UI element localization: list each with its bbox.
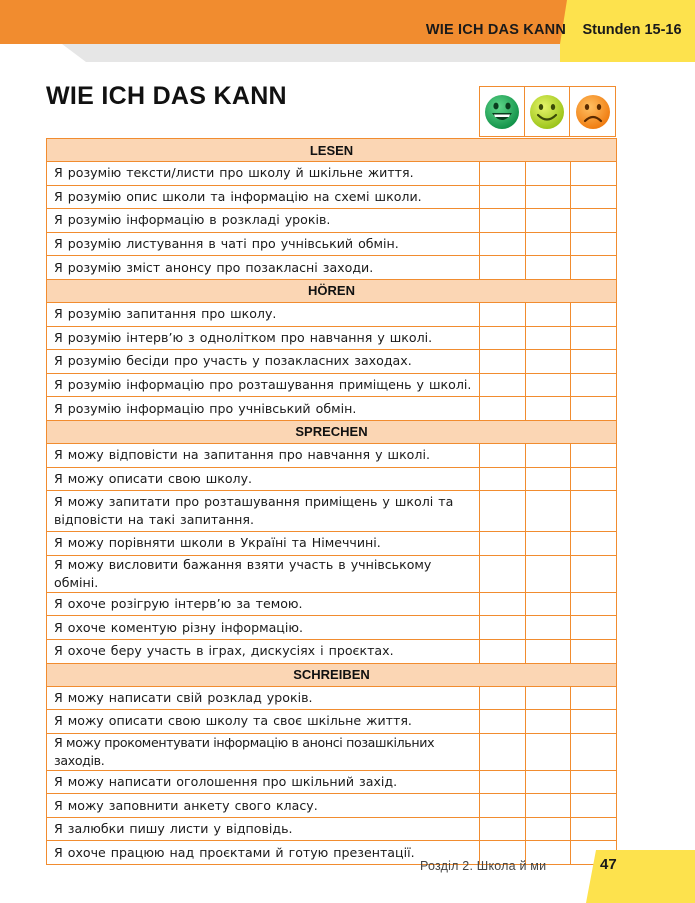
rating-checkbox-ok[interactable] xyxy=(525,532,571,556)
rating-checkbox-good[interactable] xyxy=(480,350,526,374)
rating-checkbox-bad[interactable] xyxy=(571,710,617,734)
rating-checkbox-good[interactable] xyxy=(480,686,526,710)
rating-checkbox-ok[interactable] xyxy=(525,733,571,770)
rating-checkbox-ok[interactable] xyxy=(525,326,571,350)
rating-checkbox-bad[interactable] xyxy=(571,616,617,640)
rating-checkbox-bad[interactable] xyxy=(571,733,617,770)
rating-checkbox-good[interactable] xyxy=(480,256,526,280)
rating-checkbox-bad[interactable] xyxy=(571,686,617,710)
rating-checkbox-good[interactable] xyxy=(480,817,526,841)
table-row xyxy=(47,817,617,841)
rating-checkbox-ok[interactable] xyxy=(525,209,571,233)
table-row xyxy=(47,686,617,710)
rating-checkbox-ok[interactable] xyxy=(525,710,571,734)
statement: Я можу прокоментувати інформацію в анонсі позашкільних заходів. xyxy=(47,733,480,770)
table-row xyxy=(47,162,617,186)
rating-checkbox-bad[interactable] xyxy=(571,639,617,663)
statement: Я розумію бесіди про участь у позакласних заходах. xyxy=(47,350,480,374)
statement: Я можу порівняти школи в Україні та Німеччині. xyxy=(47,532,480,556)
rating-checkbox-ok[interactable] xyxy=(525,639,571,663)
rating-checkbox-bad[interactable] xyxy=(571,373,617,397)
table-row xyxy=(47,326,617,350)
rating-checkbox-ok[interactable] xyxy=(525,256,571,280)
laughing-green-face-icon xyxy=(483,93,521,131)
rating-checkbox-ok[interactable] xyxy=(525,350,571,374)
statement: Я можу написати оголошення про шкільний захід. xyxy=(47,770,480,794)
rating-checkbox-bad[interactable] xyxy=(571,555,617,592)
rating-checkbox-bad[interactable] xyxy=(571,770,617,794)
rating-checkbox-good[interactable] xyxy=(480,209,526,233)
statement: Я розумію листування в чаті про учнівський обмін. xyxy=(47,232,480,256)
rating-column-good xyxy=(479,86,525,137)
table-row xyxy=(47,397,617,421)
table-row xyxy=(47,373,617,397)
table-row xyxy=(47,350,617,374)
table-row xyxy=(47,733,617,770)
rating-checkbox-good[interactable] xyxy=(480,616,526,640)
rating-checkbox-good[interactable] xyxy=(480,592,526,616)
rating-checkbox-bad[interactable] xyxy=(571,185,617,209)
statement: Я розумію інформацію про розташування приміщень у школі. xyxy=(47,373,480,397)
rating-checkbox-bad[interactable] xyxy=(571,326,617,350)
rating-checkbox-ok[interactable] xyxy=(525,686,571,710)
statement: Я розумію запитання про школу. xyxy=(47,302,480,326)
rating-checkbox-good[interactable] xyxy=(480,555,526,592)
rating-checkbox-good[interactable] xyxy=(480,373,526,397)
rating-checkbox-bad[interactable] xyxy=(571,256,617,280)
rating-checkbox-bad[interactable] xyxy=(571,491,617,532)
table-row xyxy=(47,185,617,209)
smiling-lime-face-icon xyxy=(528,93,566,131)
statement: Я охоче розігрую інтерв’ю за темою. xyxy=(47,592,480,616)
table-row xyxy=(47,616,617,640)
statement: Я можу описати свою школу та своє шкільне життя. xyxy=(47,710,480,734)
rating-checkbox-bad[interactable] xyxy=(571,302,617,326)
rating-checkbox-good[interactable] xyxy=(480,639,526,663)
section-title: SCHREIBEN xyxy=(47,663,617,686)
rating-checkbox-good[interactable] xyxy=(480,532,526,556)
table-row xyxy=(47,467,617,491)
rating-checkbox-ok[interactable] xyxy=(525,185,571,209)
section-title: LESEN xyxy=(47,139,617,162)
table-row xyxy=(47,232,617,256)
rating-checkbox-good[interactable] xyxy=(480,302,526,326)
statement: Я охоче працюю над проєктами й готую презентації. xyxy=(47,841,480,865)
table-row xyxy=(47,532,617,556)
header-lesson-range: Stunden 15-16 xyxy=(582,22,682,38)
rating-checkbox-bad[interactable] xyxy=(571,794,617,818)
table-row xyxy=(47,443,617,467)
rating-checkbox-ok[interactable] xyxy=(525,443,571,467)
rating-checkbox-ok[interactable] xyxy=(525,491,571,532)
rating-checkbox-ok[interactable] xyxy=(525,232,571,256)
rating-checkbox-good[interactable] xyxy=(480,397,526,421)
statement: Я охоче коментую різну інформацію. xyxy=(47,616,480,640)
section-header-schreiben xyxy=(47,663,617,686)
sad-orange-face-icon xyxy=(574,93,612,131)
rating-checkbox-ok[interactable] xyxy=(525,555,571,592)
header-title: WIE ICH DAS KANN xyxy=(425,22,566,38)
statement: Я можу написати свій розклад уроків. xyxy=(47,686,480,710)
section-header-horen xyxy=(47,279,617,302)
rating-scale-header xyxy=(479,86,616,137)
rating-checkbox-good[interactable] xyxy=(480,710,526,734)
section-header-sprechen xyxy=(47,420,617,443)
table-row xyxy=(47,209,617,233)
rating-checkbox-bad[interactable] xyxy=(571,350,617,374)
statement: Я можу висловити бажання взяти участь в учнівському обміні. xyxy=(47,555,480,592)
rating-checkbox-ok[interactable] xyxy=(525,817,571,841)
rating-checkbox-ok[interactable] xyxy=(525,616,571,640)
section-header-lesen xyxy=(47,139,617,162)
table-row xyxy=(47,794,617,818)
rating-checkbox-good[interactable] xyxy=(480,467,526,491)
rating-checkbox-good[interactable] xyxy=(480,794,526,818)
section-title: HÖREN xyxy=(47,279,617,302)
statement: Я можу заповнити анкету свого класу. xyxy=(47,794,480,818)
rating-checkbox-ok[interactable] xyxy=(525,397,571,421)
rating-checkbox-good[interactable] xyxy=(480,770,526,794)
statement: Я розумію зміст анонсу про позакласні заходи. xyxy=(47,256,480,280)
rating-checkbox-bad[interactable] xyxy=(571,443,617,467)
table-row xyxy=(47,555,617,592)
rating-checkbox-bad[interactable] xyxy=(571,592,617,616)
rating-checkbox-ok[interactable] xyxy=(525,467,571,491)
rating-column-bad xyxy=(570,86,616,137)
rating-checkbox-bad[interactable] xyxy=(571,162,617,186)
page-number: 47 xyxy=(600,856,617,873)
rating-checkbox-bad[interactable] xyxy=(571,467,617,491)
table-row xyxy=(47,256,617,280)
rating-checkbox-good[interactable] xyxy=(480,443,526,467)
table-row xyxy=(47,491,617,532)
footer-section-label: Розділ 2. Школа й ми xyxy=(420,859,547,873)
rating-checkbox-bad[interactable] xyxy=(571,532,617,556)
rating-checkbox-ok[interactable] xyxy=(525,794,571,818)
statement: Я розумію інтерв’ю з однолітком про навчання у школі. xyxy=(47,326,480,350)
table-row xyxy=(47,770,617,794)
table-row xyxy=(47,592,617,616)
rating-checkbox-good[interactable] xyxy=(480,232,526,256)
table-row xyxy=(47,302,617,326)
rating-checkbox-bad[interactable] xyxy=(571,209,617,233)
table-row xyxy=(47,639,617,663)
self-assessment-table xyxy=(46,138,617,865)
rating-checkbox-bad[interactable] xyxy=(571,232,617,256)
rating-checkbox-good[interactable] xyxy=(480,491,526,532)
rating-checkbox-good[interactable] xyxy=(480,185,526,209)
rating-checkbox-ok[interactable] xyxy=(525,770,571,794)
rating-column-ok xyxy=(525,86,571,137)
statement: Я розумію інформацію в розкладі уроків. xyxy=(47,209,480,233)
statement: Я розумію інформацію про учнівський обмін. xyxy=(47,397,480,421)
statement: Я можу відповісти на запитання про навчання у школі. xyxy=(47,443,480,467)
rating-checkbox-bad[interactable] xyxy=(571,397,617,421)
statement: Я охоче беру участь в іграх, дискусіях і проєктах. xyxy=(47,639,480,663)
table-row xyxy=(47,710,617,734)
statement: Я розумію тексти/листи про школу й шкільне життя. xyxy=(47,162,480,186)
rating-checkbox-good[interactable] xyxy=(480,326,526,350)
statement: Я розумію опис школи та інформацію на схемі школи. xyxy=(47,185,480,209)
rating-checkbox-ok[interactable] xyxy=(525,162,571,186)
statement: Я можу запитати про розташування приміщень у школі та відповісти на такі запитання. xyxy=(47,491,480,532)
page-title: WIE ICH DAS KANN xyxy=(46,82,287,110)
rating-checkbox-bad[interactable] xyxy=(571,817,617,841)
statement: Я залюбки пишу листи у відповідь. xyxy=(47,817,480,841)
rating-checkbox-good[interactable] xyxy=(480,733,526,770)
statement: Я можу описати свою школу. xyxy=(47,467,480,491)
rating-checkbox-ok[interactable] xyxy=(525,302,571,326)
rating-checkbox-good[interactable] xyxy=(480,162,526,186)
rating-checkbox-ok[interactable] xyxy=(525,373,571,397)
section-title: SPRECHEN xyxy=(47,420,617,443)
rating-checkbox-ok[interactable] xyxy=(525,592,571,616)
